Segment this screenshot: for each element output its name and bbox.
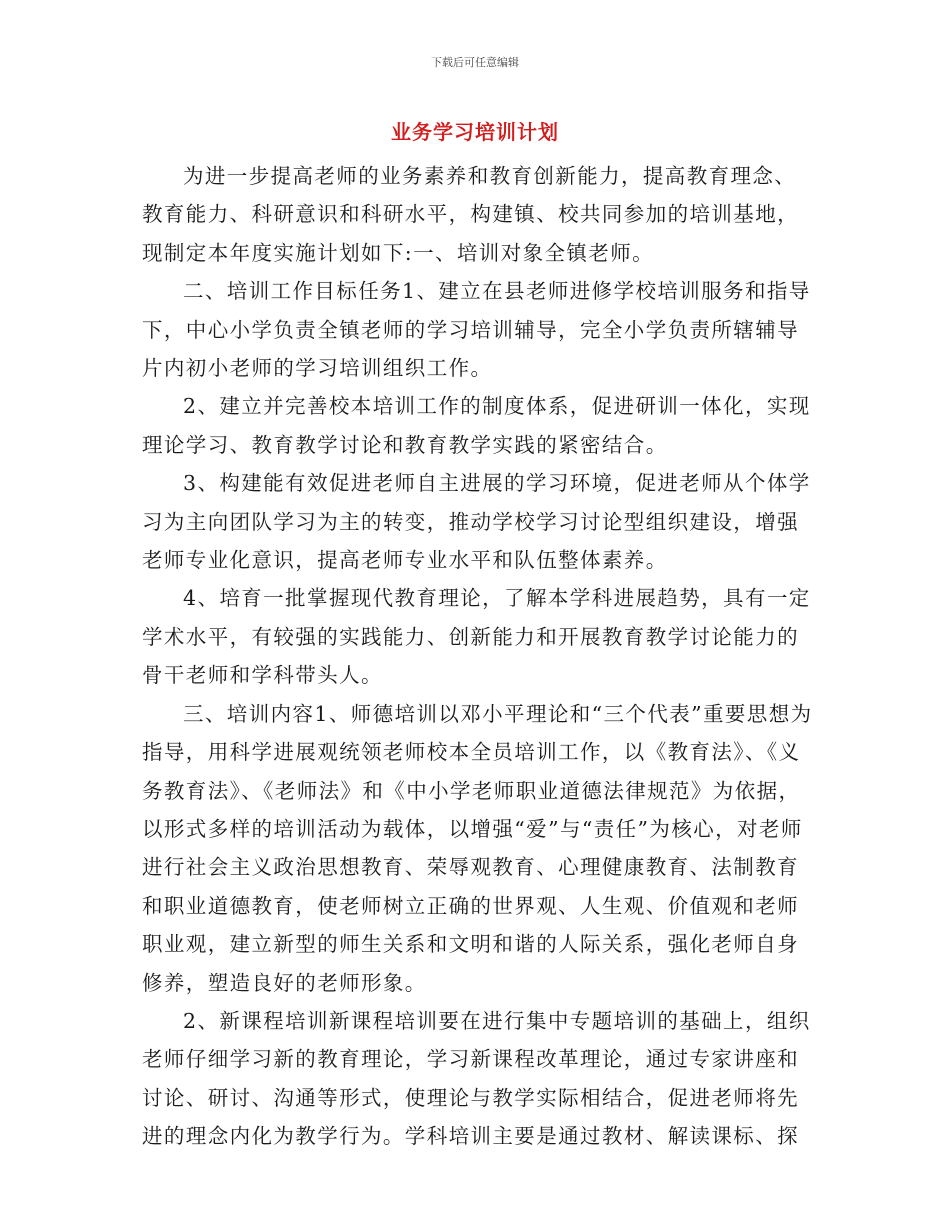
paragraph: 2、新课程培训新课程培训要在进行集中专题培训的基础上，组织老师仔细学习新的教育理论，学习新课程改革理论，通过专家讲座和讨论、研讨、沟通等形式，使理论与教学实际相结合，促进老师将先进的理念内化为教学行为。学科培训主要是通过教材、解读课标、探 — [142, 1008, 811, 1149]
paragraph: 三、培训内容1、师德培训以邓小平理论和“三个代表”重要思想为指导，用科学进展观统领老师校本全员培训工作，以《教育法》、《义务教育法》、《老师法》和《中小学老师职业道德法律规范》为依据，以形式多样的培训活动为载体，以增强“爱”与“责任”为核心，对老师进行社会主义政治思想教育、荣辱观教育、心理健康教育、法制教育和职业道德教育，使老师树立正确的世界观、人生观、价值观和老师职业观，建立新型的师生关系和文明和谐的人际关系，强化老师自身修养，塑造良好的老师形象。 — [142, 701, 813, 995]
paragraph: 二、培训工作目标任务1、建立在县老师进修学校培训服务和指导下，中心小学负责全镇老师的学习培训辅导，完全小学负责所辖辅导片内初小老师的学习培训组织工作。 — [142, 279, 811, 381]
paragraph: 为进一步提高老师的业务素养和教育创新能力，提高教育理念、教育能力、科研意识和科研水平，构建镇、校共同参加的培训基地，现制定本年度实施计划如下:一、培训对象全镇老师。 — [142, 164, 799, 265]
paragraph: 2、建立并完善校本培训工作的制度体系，促进研训一体化，实现理论学习、教育教学讨论和教育教学实践的紧密结合。 — [142, 394, 811, 457]
document-body — [142, 157, 814, 1156]
document-title: 业务学习培训计划 — [391, 120, 559, 144]
paragraph: 3、构建能有效促进老师自主进展的学习环境，促进老师从个体学习为主向团队学习为主的转变，推动学校学习讨论型组织建设，增强老师专业化意识，提高老师专业水平和队伍整体素养。 — [142, 471, 811, 573]
paragraph: 4、培育一批掌握现代教育理论，了解本学科进展趋势，具有一定学术水平，有较强的实践能力、创新能力和开展教育教学讨论能力的骨干老师和学科带头人。 — [142, 586, 811, 688]
page-header-note: 下载后可任意编辑 — [431, 56, 519, 69]
